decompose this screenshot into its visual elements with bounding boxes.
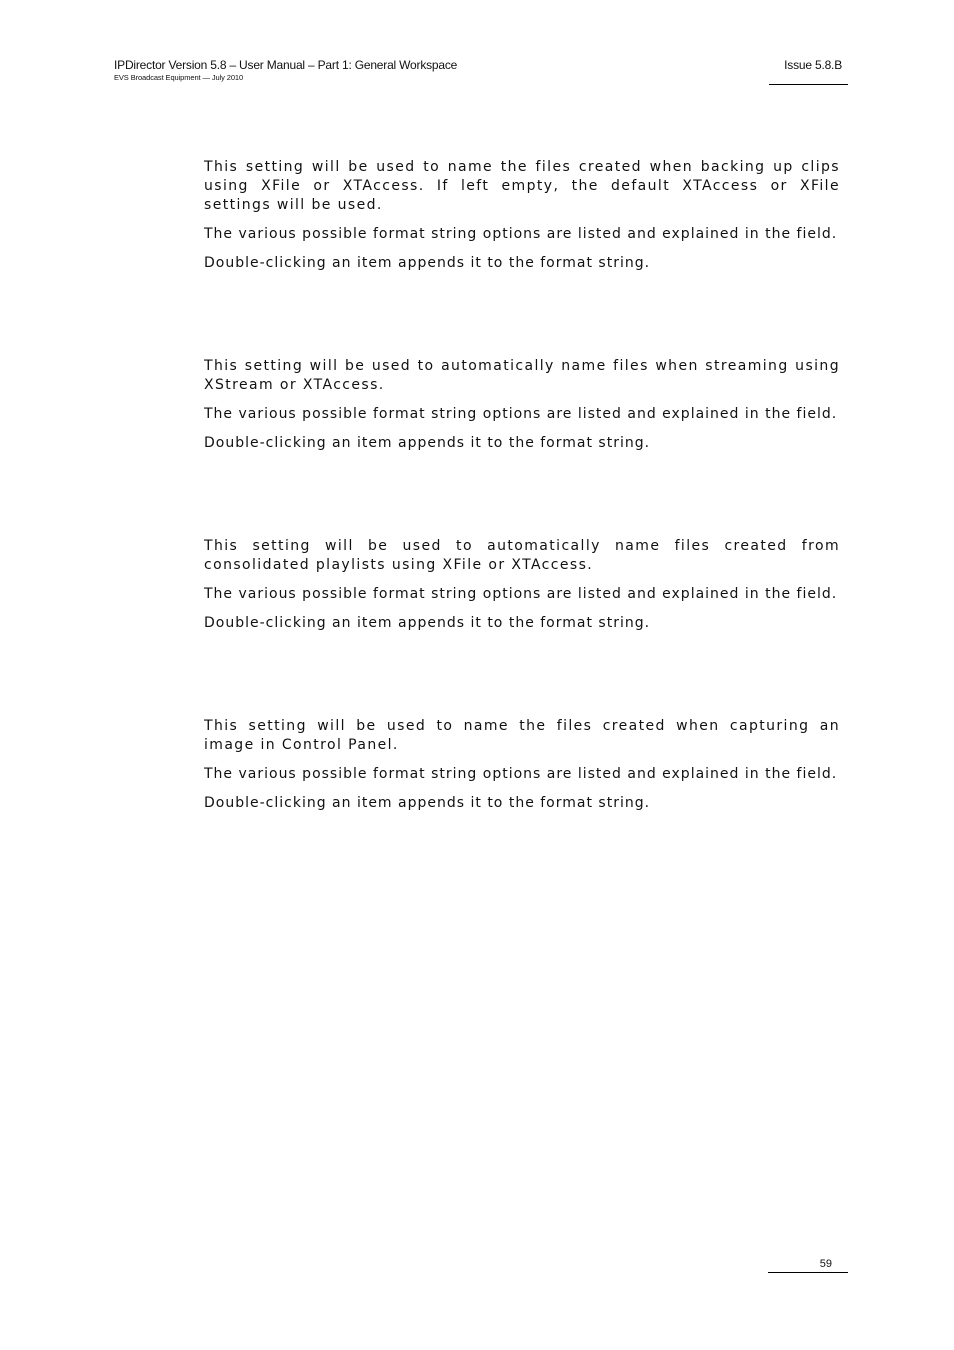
paragraph-description: This setting will be used to name the files created when capturing an image in Control Panel. <box>204 718 840 753</box>
section-image-capture-naming <box>204 717 840 823</box>
paragraph-double-click: Double-clicking an item appends it to the format string. <box>204 435 651 451</box>
paragraph-double-click: Double-clicking an item appends it to the format string. <box>204 255 651 271</box>
paragraph-description: This setting will be used to automatically name files when streaming using XStream or XTAccess. <box>204 358 840 393</box>
document-title: IPDirector Version 5.8 – User Manual – Part 1: General Workspace <box>114 58 458 72</box>
paragraph-options: The various possible format string options are listed and explained in the field. <box>204 586 838 602</box>
paragraph-description: This setting will be used to name the files created when backing up clips using XFile or XTAccess. If left empty, the default XTAccess or XFile settings will be used. <box>204 159 840 213</box>
issue-label: Issue 5.8.B <box>784 58 842 72</box>
section-backup-naming <box>204 158 840 283</box>
page-footer <box>768 1257 848 1273</box>
section-streaming-naming <box>204 357 840 463</box>
publisher-date: EVS Broadcast Equipment — July 2010 <box>114 73 244 82</box>
section-playlist-naming <box>204 537 840 643</box>
paragraph-double-click: Double-clicking an item appends it to the format string. <box>204 615 651 631</box>
page-header <box>114 58 457 83</box>
paragraph-options: The various possible format string options are listed and explained in the field. <box>204 406 838 422</box>
issue-block <box>769 58 848 85</box>
paragraph-description: This setting will be used to automatically name files created from consolidated playlists using XFile or XTAccess. <box>204 538 840 573</box>
page-number: 59 <box>819 1258 832 1270</box>
paragraph-options: The various possible format string options are listed and explained in the field. <box>204 766 838 782</box>
paragraph-double-click: Double-clicking an item appends it to the format string. <box>204 795 651 811</box>
paragraph-options: The various possible format string options are listed and explained in the field. <box>204 226 838 242</box>
